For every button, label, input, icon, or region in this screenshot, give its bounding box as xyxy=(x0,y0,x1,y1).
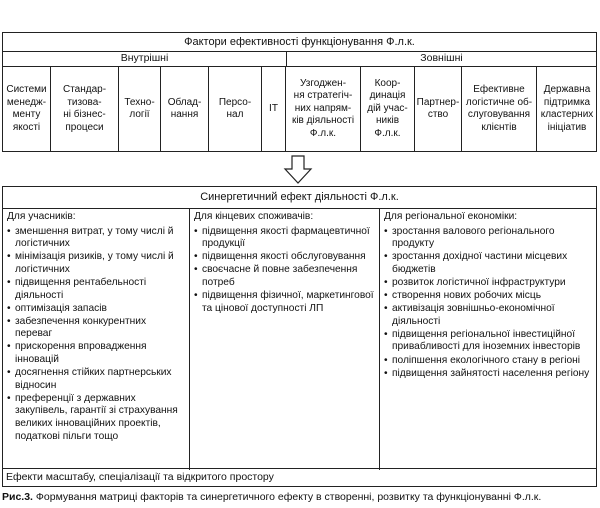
list-item: • підвищення якості фармацевтичної продукції xyxy=(194,226,376,251)
down-arrow-icon xyxy=(283,155,313,185)
factor-cell-external: Ефективне логістичне об- слуговування клієнтів xyxy=(462,66,537,152)
factor-cell-internal: Стандар- тизова- ні бізнес- процеси xyxy=(51,66,119,152)
regional-economy-column xyxy=(380,208,596,470)
list-item: • підвищення зайнятості населення регіону xyxy=(384,368,593,381)
list-item: • розвиток логістичної інфраструктури xyxy=(384,277,593,290)
list-item: • підвищення якості обслуговування xyxy=(194,251,376,264)
factors-table xyxy=(2,32,597,152)
factor-cell-external: Партнер- ство xyxy=(415,66,462,152)
factor-cells xyxy=(3,66,596,152)
synergy-table xyxy=(2,186,597,487)
factor-cell-internal: Облад- нання xyxy=(161,66,209,152)
list-item: • підвищення рентабельності діяльності xyxy=(7,277,186,302)
column-heading: Для регіональної економіки: xyxy=(384,211,518,222)
external-group-label: Зовнішні xyxy=(286,51,597,67)
list-item: • поліпшення екологічного стану в регіоні xyxy=(384,355,593,368)
list-item: • підвищення регіональної інвестиційної привабливості для іноземних інвесторів xyxy=(384,329,593,354)
factors-title: Фактори ефективності функціонування Ф.л.к. xyxy=(3,33,596,52)
factor-cell-internal: Системи менедж- менту якості xyxy=(3,66,51,152)
factor-cell-external: Коор- динація дій учас- ників Ф.л.к. xyxy=(361,66,415,152)
synergy-title: Синергетичний ефект діяльності Ф.л.к. xyxy=(3,187,596,209)
internal-group-label: Внутрішні xyxy=(3,51,287,67)
list-item: • оптимізація запасів xyxy=(7,303,186,316)
column-heading: Для кінцевих споживачів: xyxy=(194,211,314,222)
list-item: • створення нових робочих місць xyxy=(384,290,593,303)
list-item: • забезпечення конкурентних переваг xyxy=(7,316,186,341)
list-item: • зростання валового регіонального продукту xyxy=(384,226,593,251)
factor-cell-internal: Техно- логії xyxy=(119,66,161,152)
factor-cell-external: Державна підтримка кластерних ініціатив xyxy=(540,84,594,133)
list-item: • своєчасне й повне забезпечення потреб xyxy=(194,264,376,289)
factor-cell-internal: IT xyxy=(262,66,286,152)
caption-label: Рис.3. xyxy=(2,491,33,503)
list-item: • зменшення витрат, у тому числі й логістичних xyxy=(7,226,186,251)
list-item: • підвищення фізичної, маркетингової та цінової доступності ЛП xyxy=(194,290,376,315)
list-item: • зростання дохідної частини місцевих бюджетів xyxy=(384,251,593,276)
list-item: • активізація зовнішньо-економічної діяльності xyxy=(384,303,593,328)
list-item: • мінімізація ризиків, у тому числі й логістичних xyxy=(7,251,186,276)
column-heading: Для учасників: xyxy=(7,211,76,222)
participants-column xyxy=(3,208,190,470)
consumers-column xyxy=(190,208,380,470)
caption-text: Формування матриці факторів та синергетичного ефекту в створенні, розвитку та функціонуванні Ф.л.к. xyxy=(32,491,542,503)
figure-caption xyxy=(2,490,598,506)
list-item: • досягнення стійких партнерських відносин xyxy=(7,367,186,392)
factor-cell-external: Узгоджен- ня стратегіч- них напрям- ків діяльності Ф.л.к. xyxy=(286,66,361,152)
factor-cell-internal: Персо- нал xyxy=(209,66,262,152)
list-item: • преференції з державних закупівель, гарантії зі страхування великих інноваційних проектів, податкові пільги тощо xyxy=(7,393,186,443)
synergy-footer: Ефекти масштабу, спеціалізації та відкритого простору xyxy=(3,468,596,486)
list-item: • прискорення впровадження інновацій xyxy=(7,341,186,366)
